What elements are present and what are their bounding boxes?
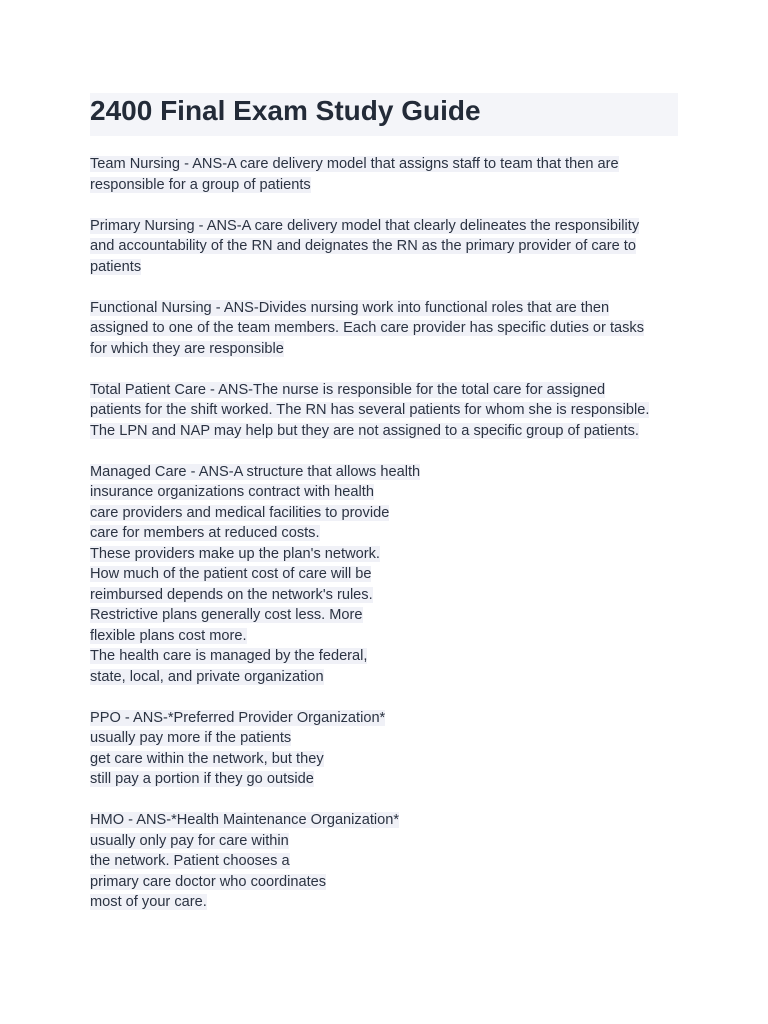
entry-text: The health care is managed by the federal, — [90, 648, 368, 664]
entry-text: assigned to one of the team members. Each care provider has specific duties or tasks — [90, 320, 645, 336]
entry-text: The LPN and NAP may help but they are not assigned to a specific group of patients. — [90, 422, 639, 439]
document-page — [90, 93, 678, 933]
entry-text-line — [90, 667, 678, 688]
entry-text: still pay a portion if they go outside — [90, 771, 314, 787]
entry-text: Primary Nursing - ANS-A care delivery model that clearly delineates the responsibility — [90, 217, 640, 234]
entry-text: Team Nursing - ANS-A care delivery model that assigns staff to team that then are — [90, 156, 619, 172]
entry-text-line — [90, 216, 678, 237]
title-bar — [90, 93, 678, 136]
entry-text-line — [90, 298, 678, 319]
entry-text-line — [90, 831, 678, 852]
entry-text-line — [90, 503, 678, 524]
entry-text: patients — [90, 258, 142, 275]
entry-text: patients for the shift worked. The RN has several patients for whom she is responsible. — [90, 402, 650, 418]
entry-text: Functional Nursing - ANS-Divides nursing work into functional roles that are then — [90, 299, 610, 316]
entry-text: insurance organizations contract with health — [90, 484, 374, 500]
entry-text-line — [90, 523, 678, 544]
entry-text-line — [90, 708, 678, 729]
entry-text-line — [90, 462, 678, 483]
entry-text: PPO - ANS-*Preferred Provider Organization* — [90, 709, 386, 726]
entry-text-line — [90, 236, 678, 257]
entry-text-line — [90, 421, 678, 442]
entry-text-line — [90, 482, 678, 503]
study-guide-entry — [90, 462, 678, 688]
entry-text: primary care doctor who coordinates — [90, 873, 327, 890]
entry-text-line — [90, 339, 678, 360]
entry-text-line — [90, 257, 678, 278]
entry-text-line — [90, 810, 678, 831]
entry-text: usually only pay for care within — [90, 832, 289, 849]
study-guide-entry — [90, 298, 678, 360]
entry-text: care for members at reduced costs. — [90, 525, 320, 541]
entry-text: Total Patient Care - ANS-The nurse is responsible for the total care for assigned — [90, 381, 606, 398]
study-guide-entry — [90, 810, 678, 913]
entry-text-line — [90, 851, 678, 872]
entry-text-line — [90, 646, 678, 667]
entry-text: Managed Care - ANS-A structure that allows health — [90, 463, 421, 480]
entry-text-line — [90, 544, 678, 565]
study-guide-entries — [90, 154, 678, 913]
entry-text-line — [90, 728, 678, 749]
entry-text-line — [90, 318, 678, 339]
entry-text: the network. Patient chooses a — [90, 853, 290, 869]
entry-text: flexible plans cost more. — [90, 627, 247, 644]
entry-text: reimbursed depends on the network's rules. — [90, 586, 373, 603]
entry-text-line — [90, 400, 678, 421]
entry-text: How much of the patient cost of care will be — [90, 566, 372, 582]
entry-text: state, local, and private organization — [90, 668, 324, 685]
entry-text: usually pay more if the patients — [90, 730, 292, 746]
study-guide-entry — [90, 216, 678, 278]
entry-text: HMO - ANS-*Health Maintenance Organization* — [90, 812, 400, 828]
entry-text-line — [90, 749, 678, 770]
entry-text: These providers make up the plan's network. — [90, 545, 380, 562]
study-guide-entry — [90, 380, 678, 442]
entry-text-line — [90, 769, 678, 790]
entry-text-line — [90, 585, 678, 606]
entry-text-line — [90, 175, 678, 196]
entry-text: responsible for a group of patients — [90, 176, 311, 193]
entry-text: for which they are responsible — [90, 340, 284, 357]
study-guide-entry — [90, 154, 678, 195]
entry-text: get care within the network, but they — [90, 750, 324, 767]
document-title: 2400 Final Exam Study Guide — [90, 95, 481, 126]
entry-text-line — [90, 626, 678, 647]
entry-text: and accountability of the RN and deignates the RN as the primary provider of care to — [90, 238, 636, 254]
entry-text-line — [90, 892, 678, 913]
entry-text-line — [90, 564, 678, 585]
entry-text-line — [90, 380, 678, 401]
entry-text-line — [90, 154, 678, 175]
entry-text: Restrictive plans generally cost less. More — [90, 607, 363, 623]
entry-text: care providers and medical facilities to provide — [90, 504, 390, 521]
study-guide-entry — [90, 708, 678, 790]
entry-text: most of your care. — [90, 894, 207, 910]
entry-text-line — [90, 872, 678, 893]
entry-text-line — [90, 605, 678, 626]
